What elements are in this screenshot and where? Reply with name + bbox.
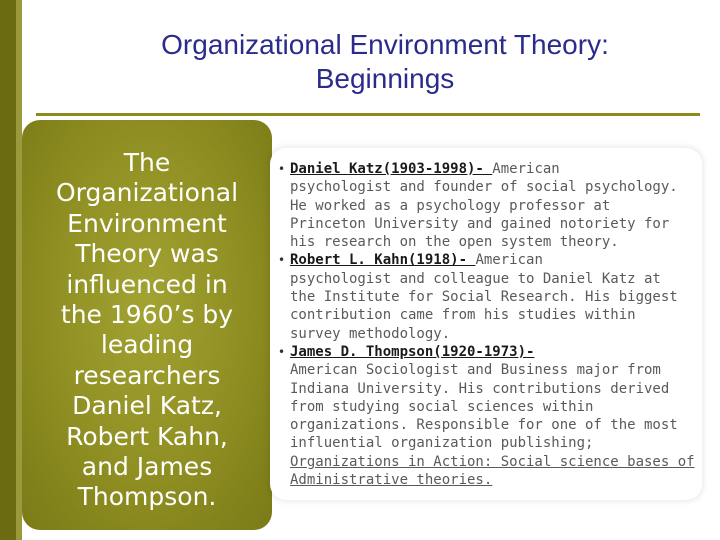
researcher-desc-line: organizations. Responsible for one of the most <box>290 417 678 434</box>
summary-line: influenced in <box>66 269 228 299</box>
researcher-desc-line: contribution came from his studies within <box>290 307 636 324</box>
researcher-name: Robert L. Kahn(1918)- <box>290 252 476 269</box>
researcher-entry-kahn <box>274 251 704 342</box>
researcher-entry-katz <box>274 160 704 251</box>
summary-line: Organizational <box>55 178 239 208</box>
researcher-desc-line: psychologist and colleague to Daniel Katz at <box>290 270 661 287</box>
researchers-list <box>274 160 704 489</box>
summary-line: Environment <box>67 208 227 238</box>
researcher-desc-line: psychologist and founder of social psychology. <box>290 179 678 196</box>
publication-title-line[interactable]: Administrative theories. <box>290 472 493 489</box>
summary-panel <box>22 120 272 530</box>
summary-line: Thompson. <box>77 482 217 512</box>
researcher-first-line <box>290 160 704 178</box>
researcher-desc-line: survey methodology. <box>290 325 451 342</box>
researcher-name: Daniel Katz(1903-1998)- <box>290 161 493 177</box>
summary-line: and James <box>81 452 213 482</box>
researcher-desc-line: the Institute for Social Research. His biggest <box>290 289 678 306</box>
slide-title <box>60 28 710 96</box>
researcher-desc-line: from studying social sciences within <box>290 398 594 415</box>
slide-title-line-1: Organizational Environment Theory: <box>161 29 609 60</box>
researcher-desc-line: influential organization publishing; <box>290 435 594 452</box>
title-divider <box>36 113 700 116</box>
bullet-icon: • <box>278 253 286 268</box>
bullet-icon: • <box>278 344 286 359</box>
summary-line: leading <box>100 330 194 360</box>
summary-line: Daniel Katz, <box>72 391 222 421</box>
researcher-desc-line: American Sociologist and Business major from <box>290 362 661 379</box>
summary-line: the 1960’s by <box>60 300 234 330</box>
slide-title-line-2: Beginnings <box>315 63 455 94</box>
researcher-desc-start: American <box>475 252 543 269</box>
summary-line: The <box>123 148 171 177</box>
bullet-icon: • <box>278 162 286 176</box>
left-edge-stripe <box>0 0 16 540</box>
researcher-name: James D. Thompson(1920-1973)- <box>290 343 535 360</box>
summary-text <box>22 148 272 513</box>
publication-title-line[interactable]: Organizations in Action: Social science bases of <box>290 453 695 470</box>
researcher-desc-start: American <box>492 161 560 177</box>
summary-line: researchers <box>73 360 221 390</box>
researcher-desc-line: Princeton University and gained notoriety for <box>290 215 670 232</box>
researcher-entry-thompson <box>274 343 704 489</box>
researcher-first-line <box>290 343 704 361</box>
researcher-desc-line: He worked as a psychology professor at <box>290 197 611 214</box>
summary-line: Robert Kahn, <box>66 421 228 451</box>
researcher-desc-line: Indiana University. His contributions derived <box>290 380 670 397</box>
researcher-first-line <box>290 251 704 269</box>
researcher-desc-line: his research on the open system theory. <box>290 234 619 251</box>
summary-line: Theory was <box>75 239 219 269</box>
